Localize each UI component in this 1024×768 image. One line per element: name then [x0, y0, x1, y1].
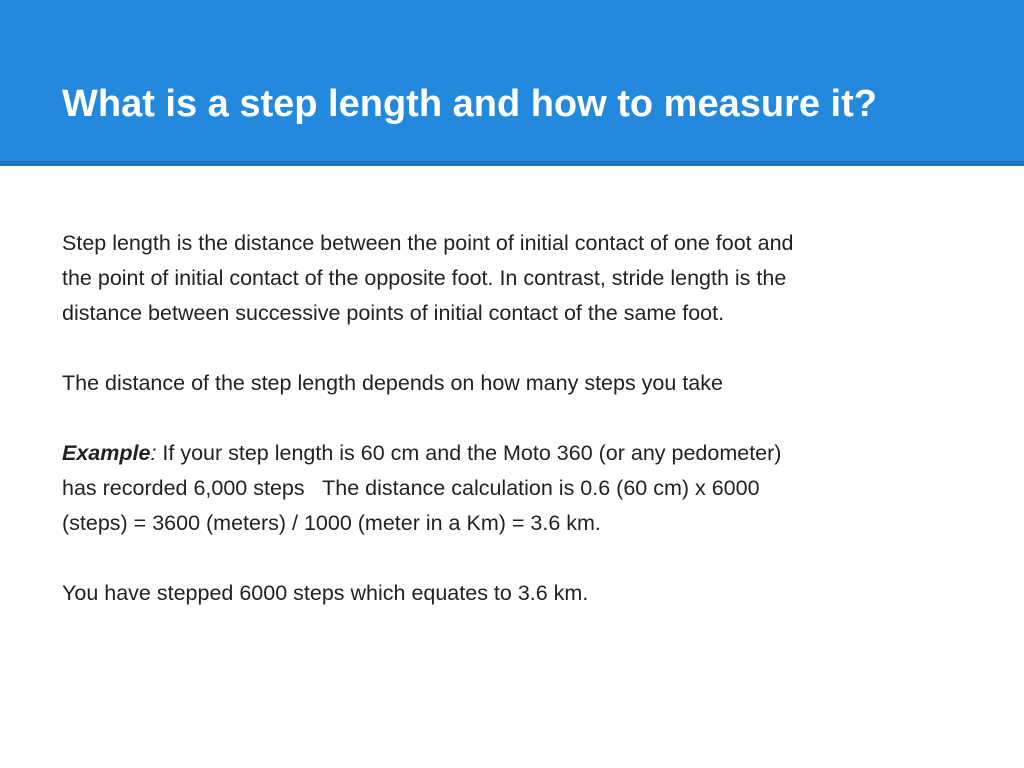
- title-bar: [0, 0, 1024, 166]
- definition-line-2: the point of initial contact of the opposite foot. In contrast, stride length is the: [62, 266, 787, 290]
- paragraph-conclusion: You have stepped 6000 steps which equates to 3.6 km.: [62, 581, 589, 605]
- paragraph-example: [62, 436, 962, 541]
- example-line-2: has recorded 6,000 steps The distance calculation is 0.6 (60 cm) x 6000: [62, 476, 760, 500]
- slide-title: What is a step length and how to measure it?: [62, 83, 877, 125]
- paragraph-dependency: The distance of the step length depends on how many steps you take: [62, 371, 723, 395]
- example-label: Example: [62, 441, 151, 465]
- example-line-1: If your step length is 60 cm and the Moto 360 (or any pedometer): [156, 441, 782, 465]
- paragraph-spacer: [62, 541, 962, 576]
- paragraph-definition: [62, 226, 962, 331]
- definition-line-1: Step length is the distance between the point of initial contact of one foot and: [62, 231, 794, 255]
- example-line-3: (steps) = 3600 (meters) / 1000 (meter in a Km) = 3.6 km.: [62, 511, 601, 535]
- example-colon: :: [150, 441, 157, 465]
- paragraph-spacer: [62, 331, 962, 366]
- slide-body: [62, 226, 962, 611]
- paragraph-spacer: [62, 401, 962, 436]
- definition-line-3: distance between successive points of initial contact of the same foot.: [62, 301, 725, 325]
